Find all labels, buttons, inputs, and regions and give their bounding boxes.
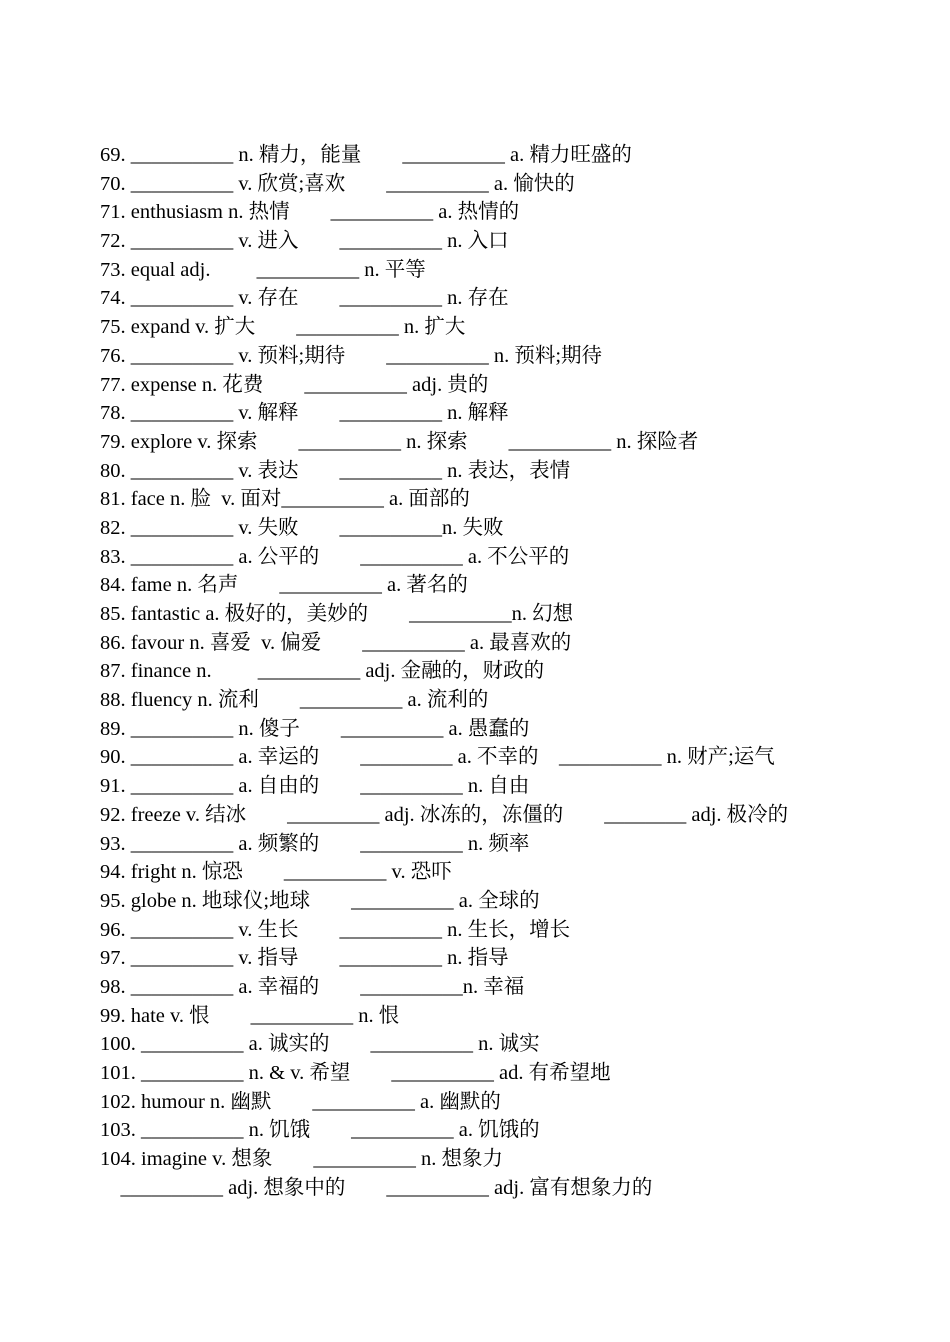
item-92: 92. freeze v. 结冰 _________ adj. 冰冻的，冻僵的 ________ adj. 极冷的 — [100, 803, 789, 826]
item-101: 101. __________ n. & v. 希望 __________ ad. 有希望地 — [100, 1062, 611, 1084]
item-91: 91. __________ a. 自由的 __________ n. 自由 — [100, 775, 530, 798]
item-70: 70. __________ v. 欣赏;喜欢 __________ a. 愉快的 — [100, 172, 575, 195]
item-87: 87. finance n. __________ adj. 金融的，财政的 — [100, 660, 545, 683]
item-89: 89. __________ n. 傻子 __________ a. 愚蠢的 — [100, 717, 530, 740]
item-76: 76. __________ v. 预料;期待 __________ n. 预料;期待 — [100, 344, 603, 367]
item-77: 77. expense n. 花费 __________ adj. 贵的 — [100, 373, 489, 396]
item-80: 80. __________ v. 表达 __________ n. 表达，表情 — [100, 459, 571, 482]
item-74: 74. __________ v. 存在 __________ n. 存在 — [100, 287, 509, 310]
item-95: 95. globe n. 地球仪;地球 __________ a. 全球的 — [100, 889, 540, 912]
item-73: 73. equal adj. __________ n. 平等 — [100, 258, 426, 281]
item-83: 83. __________ a. 公平的 __________ a. 不公平的 — [100, 545, 570, 568]
item-100: 100. __________ a. 诚实的 __________ n. 诚实 — [100, 1033, 540, 1056]
item-97: 97. __________ v. 指导 __________ n. 指导 — [100, 947, 509, 970]
item-94: 94. fright n. 惊恐 __________ v. 恐吓 — [100, 861, 452, 884]
item-88: 88. fluency n. 流利 __________ a. 流利的 — [100, 689, 489, 712]
item-75: 75. expand v. 扩大 __________ n. 扩大 — [100, 316, 466, 339]
item-99: 99. hate v. 恨 __________ n. 恨 — [100, 1004, 400, 1027]
item-82: 82. __________ v. 失败 __________n. 失败 — [100, 516, 504, 539]
item-79: 79. explore v. 探索 __________ n. 探索 __________ n. 探险者 — [100, 430, 699, 453]
item-102: 102. humour n. 幽默 __________ a. 幽默的 — [100, 1090, 501, 1113]
item-90: 90. __________ a. 幸运的 _________ a. 不幸的 __________ n. 财产;运气 — [100, 746, 775, 769]
item-96: 96. __________ v. 生长 __________ n. 生长，增长 — [100, 918, 571, 941]
item-104-continuation: __________ adj. 想象中的 __________ adj. 富有想象力的 — [100, 1176, 653, 1199]
item-98: 98. __________ a. 幸福的 __________n. 幸福 — [100, 975, 525, 998]
item-103: 103. __________ n. 饥饿 __________ a. 饥饿的 — [100, 1119, 540, 1142]
item-78: 78. __________ v. 解释 __________ n. 解释 — [100, 402, 509, 425]
item-86: 86. favour n. 喜爱 v. 偏爱 __________ a. 最喜欢的 — [100, 631, 572, 654]
item-84: 84. fame n. 名声 __________ a. 著名的 — [100, 574, 468, 597]
item-85: 85. fantastic a. 极好的，美妙的 __________n. 幻想 — [100, 603, 574, 625]
item-72: 72. __________ v. 进入 __________ n. 入口 — [100, 230, 509, 253]
item-104: 104. imagine v. 想象 __________ n. 想象力 — [100, 1148, 503, 1171]
item-93: 93. __________ a. 频繁的 __________ n. 频率 — [100, 832, 530, 855]
item-71: 71. enthusiasm n. 热情 __________ a. 热情的 — [100, 201, 520, 224]
item-69: 69. __________ n. 精力，能量 __________ a. 精力旺盛的 — [100, 144, 632, 166]
vocabulary-worksheet — [100, 141, 920, 1202]
item-81: 81. face n. 脸 v. 面对__________ a. 面部的 — [100, 488, 470, 511]
